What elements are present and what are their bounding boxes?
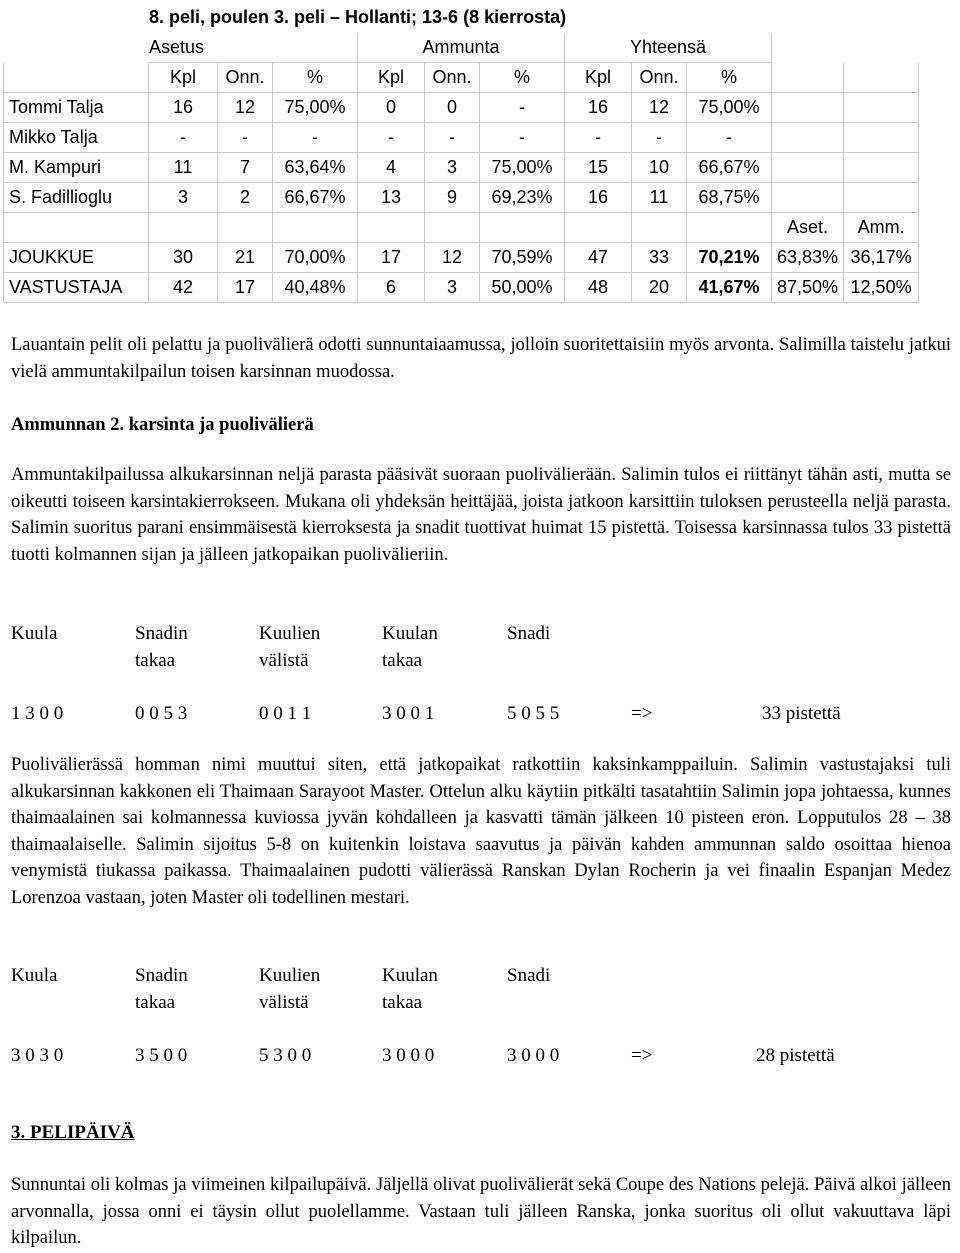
cell: 42 xyxy=(149,273,218,303)
cell: 75,00% xyxy=(273,93,358,123)
section-title: 3. PELIPÄIVÄ xyxy=(11,1122,135,1143)
arrow: => xyxy=(631,703,653,724)
shot-value: 5 3 0 0 xyxy=(259,1045,312,1066)
shot-header: takaa xyxy=(382,992,423,1013)
table-row xyxy=(4,123,919,153)
paragraph-intro: Lauantain pelit oli pelattu ja puolivälierä odotti sunnuntaiaamussa, jolloin suoritettaisiin myös arvonta. Salimilla taistelu jatkui vielä ammuntakilpailun toisen karsinnan muodossa. xyxy=(11,335,951,382)
shot-header: takaa xyxy=(135,650,176,671)
group-header-asetus: Asetus xyxy=(149,33,358,63)
cell: 17 xyxy=(358,243,425,273)
extra-header-aset: Aset. xyxy=(772,213,844,243)
statistics-table xyxy=(3,2,919,303)
group-header-ammunta: Ammunta xyxy=(358,33,565,63)
cell xyxy=(687,273,772,303)
arrow: => xyxy=(631,1045,653,1066)
shot-header: Kuulien xyxy=(259,623,321,644)
cell: 12,50% xyxy=(844,273,919,303)
cell xyxy=(687,243,772,273)
shot-value: 3 5 0 0 xyxy=(135,1045,188,1066)
shot-header: Kuula xyxy=(11,623,58,644)
table-row xyxy=(4,243,919,273)
shot-header: Kuula xyxy=(11,965,58,986)
cell: - xyxy=(687,123,772,153)
cell: 70,00% xyxy=(273,243,358,273)
shot-header: Snadi xyxy=(507,623,551,644)
cell: 48 xyxy=(565,273,632,303)
shot-value: 5 0 5 5 xyxy=(507,703,560,724)
shot-header: välistä xyxy=(259,650,309,671)
cell: 3 xyxy=(425,273,480,303)
subheader: Kpl xyxy=(565,63,632,93)
shot-header: Snadin xyxy=(135,965,188,986)
team-name: VASTUSTAJA xyxy=(4,273,149,303)
cell: 66,67% xyxy=(273,183,358,213)
cell: 70,59% xyxy=(480,243,565,273)
cell: 13 xyxy=(358,183,425,213)
subheader: Onn. xyxy=(632,63,687,93)
extra-header-amm: Amm. xyxy=(844,213,919,243)
heading-karsinta: Ammunnan 2. karsinta ja puolivälierä xyxy=(11,415,314,435)
cell: 2 xyxy=(218,183,273,213)
shot-header: Kuulien xyxy=(259,965,321,986)
cell: 68,75% xyxy=(687,183,772,213)
table-title: 8. peli, poulen 3. peli – Hollanti; 13-6 (8 kierrosta) xyxy=(149,7,567,27)
shot-header: Kuulan xyxy=(382,623,438,644)
shot-value: 0 0 5 3 xyxy=(135,703,188,724)
cell: 4 xyxy=(358,153,425,183)
cell: 87,50% xyxy=(772,273,844,303)
shot-value: 3 0 0 1 xyxy=(382,703,435,724)
shot-header: välistä xyxy=(259,992,309,1013)
subheader: Onn. xyxy=(425,63,480,93)
cell: 33 xyxy=(632,243,687,273)
cell: 63,83% xyxy=(772,243,844,273)
subheader: Onn. xyxy=(218,63,273,93)
table-row xyxy=(4,93,919,123)
player-name: Tommi Talja xyxy=(4,93,149,123)
cell: 12 xyxy=(632,93,687,123)
shot-header: takaa xyxy=(382,650,423,671)
subheader: % xyxy=(480,63,565,93)
cell: - xyxy=(218,123,273,153)
shot-value: 0 0 1 1 xyxy=(259,703,312,724)
cell: 16 xyxy=(149,93,218,123)
cell: 12 xyxy=(425,243,480,273)
cell: 11 xyxy=(149,153,218,183)
cell: 36,17% xyxy=(844,243,919,273)
cell: 21 xyxy=(218,243,273,273)
cell: - xyxy=(480,93,565,123)
shot-header: Kuulan xyxy=(382,965,438,986)
cell: 75,00% xyxy=(480,153,565,183)
shot-value: 3 0 0 0 xyxy=(382,1045,435,1066)
cell: 0 xyxy=(425,93,480,123)
cell: 15 xyxy=(565,153,632,183)
player-name: S. Fadillioglu xyxy=(4,183,149,213)
cell: 0 xyxy=(358,93,425,123)
player-name: Mikko Talja xyxy=(4,123,149,153)
subheader: % xyxy=(687,63,772,93)
table-row xyxy=(4,273,919,303)
total-percent: 70,21% xyxy=(698,247,760,267)
group-header-yhteensa: Yhteensä xyxy=(565,33,772,63)
table-row xyxy=(4,183,919,213)
cell: 66,67% xyxy=(687,153,772,183)
cell: 30 xyxy=(149,243,218,273)
shot-value: 1 3 0 0 xyxy=(11,703,64,724)
subheader: Kpl xyxy=(358,63,425,93)
subheader: Kpl xyxy=(149,63,218,93)
cell: 69,23% xyxy=(480,183,565,213)
paragraph-pelipaiva: Sunnuntai oli kolmas ja viimeinen kilpailupäivä. Jäljellä olivat puolivälierät sekä Coupe des Nations pelejä. Päivä alkoi jälleen arvonnalla, jossa onni ei täysin ollut puolellamme. Vastaan tuli jälleen Ranska, jonka suoritus oli ollut vakuuttava läpi kilpailun. xyxy=(11,1175,951,1248)
cell: 9 xyxy=(425,183,480,213)
shot-header: takaa xyxy=(135,992,176,1013)
cell: - xyxy=(273,123,358,153)
shot-header: Snadin xyxy=(135,623,188,644)
cell: 16 xyxy=(565,93,632,123)
cell: 20 xyxy=(632,273,687,303)
cell: - xyxy=(149,123,218,153)
cell: 10 xyxy=(632,153,687,183)
cell: 16 xyxy=(565,183,632,213)
subheader: % xyxy=(273,63,358,93)
paragraph-puolivaliera: Puolivälierässä homman nimi muuttui siten, että jatkopaikat ratkottiin kaksinkamppailuin. Salimin vastustajaksi tuli alkukarsinnan kakkonen eli Thaimaan Sarayoot Master. Ottelun alku käytiin pitkälti tasatahtiin Salimin jopa johtaessa, kunnes thaimaalainen sai kolmannessa kuviossa jyvän kohdalleen ja kasvatti tämän jälkeen 10 pisteen eron. Lopputulos 28 – 38 thaimaalaiselle. Salimin sijoitus 5-8 on kuitenkin loistava saavutus ja päivän kahden ammunnan saldo osoittaa hienoa venymistä tiukassa paikassa. Thaimaalainen pudotti välierässä Ranskan Dylan Rocherin ja vei finaalin Espanjan Medez Lorenzoa vastaan, joten Master oli todellinen mestari. xyxy=(11,755,951,908)
cell: 47 xyxy=(565,243,632,273)
paragraph-karsinta: Ammuntakilpailussa alkukarsinnan neljä parasta pääsivät suoraan puolivälierään. Salimin tulos ei riittänyt tähän asti, mutta se oikeutti toiseen karsintakierrokseen. Mukana oli yhdeksän heittäjää, joista jatkoon karsittiin tuloksen perusteella neljä parasta. Salimin suoritus parani ensimmäisestä kierroksesta ja snadit tuottivat huimat 15 pistettä. Toisessa karsinnassa tulos 33 pistettä tuotti kolmannen sijan ja jälleen jatkopaikan puolivälieriin. xyxy=(11,465,951,565)
shot-value: 3 0 3 0 xyxy=(11,1045,64,1066)
cell: 12 xyxy=(218,93,273,123)
cell: 3 xyxy=(149,183,218,213)
cell: - xyxy=(565,123,632,153)
shot-total: 33 pistettä xyxy=(762,703,841,724)
cell: 75,00% xyxy=(687,93,772,123)
shot-header: Snadi xyxy=(507,965,551,986)
shot-total: 28 pistettä xyxy=(756,1045,835,1066)
cell: - xyxy=(425,123,480,153)
cell: 50,00% xyxy=(480,273,565,303)
shot-value: 3 0 0 0 xyxy=(507,1045,560,1066)
player-name: M. Kampuri xyxy=(4,153,149,183)
total-percent: 41,67% xyxy=(698,277,760,297)
cell: 17 xyxy=(218,273,273,303)
cell: 7 xyxy=(218,153,273,183)
cell: 6 xyxy=(358,273,425,303)
cell: - xyxy=(632,123,687,153)
cell: - xyxy=(358,123,425,153)
cell: 63,64% xyxy=(273,153,358,183)
cell: 3 xyxy=(425,153,480,183)
team-name: JOUKKUE xyxy=(4,243,149,273)
cell: - xyxy=(480,123,565,153)
table-row xyxy=(4,153,919,183)
cell: 11 xyxy=(632,183,687,213)
cell: 40,48% xyxy=(273,273,358,303)
